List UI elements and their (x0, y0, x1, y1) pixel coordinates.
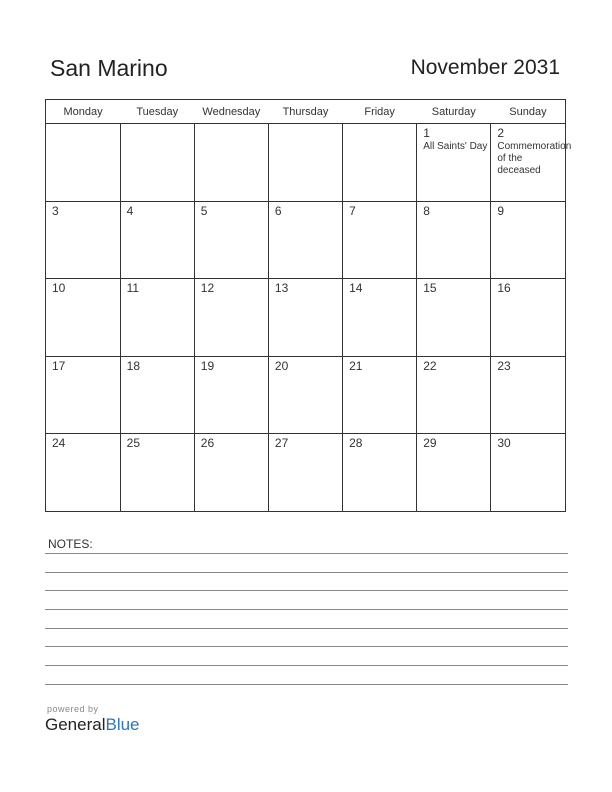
day-number: 3 (52, 203, 59, 218)
day-number: 20 (274, 358, 289, 373)
holiday-label: All Saints' Day (423, 141, 488, 152)
day-number: 15 (423, 281, 437, 295)
weekday-header: Sunday (491, 100, 565, 124)
day-cell (46, 356, 120, 434)
week-row (46, 356, 565, 434)
day-cell (194, 124, 268, 202)
week-row (46, 201, 565, 279)
day-cell (417, 279, 491, 357)
weekday-header: Tuesday (120, 100, 194, 124)
day-cell (120, 279, 194, 357)
day-number: 28 (349, 436, 363, 450)
note-line (45, 590, 568, 591)
day-cell (46, 434, 120, 512)
day-cell (343, 201, 417, 279)
weekday-header: Thursday (268, 100, 342, 124)
day-cell (268, 124, 342, 202)
weekday-header: Friday (343, 100, 417, 124)
day-cell (194, 279, 268, 357)
note-line (45, 665, 568, 666)
day-cell (417, 434, 491, 512)
note-line (45, 609, 568, 610)
weekday-header: Saturday (417, 100, 491, 124)
day-cell (491, 124, 572, 202)
day-number: 9 (497, 203, 505, 218)
day-cell (491, 279, 565, 357)
day-cell (268, 434, 342, 512)
brand-name-general: General (45, 715, 106, 734)
week-row (46, 434, 565, 512)
day-number: 6 (274, 203, 282, 218)
day-number: 27 (274, 436, 289, 450)
day-number: 1 (423, 126, 430, 140)
brand-logo (45, 715, 140, 735)
day-cell (417, 356, 491, 434)
day-cell (343, 124, 417, 202)
day-cell (417, 201, 491, 279)
day-cell (343, 434, 417, 512)
weekday-header: Monday (46, 100, 120, 124)
day-cell (491, 201, 565, 279)
day-cell (46, 279, 120, 357)
day-cell (491, 434, 565, 512)
powered-by-text: powered by (47, 704, 99, 714)
notes-label: NOTES: (48, 537, 93, 551)
day-number: 2 (497, 126, 505, 140)
note-line (45, 684, 568, 685)
note-line (45, 646, 568, 647)
day-cell (120, 124, 194, 202)
day-cell (343, 356, 417, 434)
day-cell (343, 279, 417, 357)
day-number: 11 (126, 281, 140, 295)
country-title: San Marino (50, 55, 168, 81)
day-number: 18 (126, 358, 140, 373)
calendar-grid (45, 99, 572, 512)
day-cell (491, 356, 565, 434)
month-year-title: November 2031 (410, 56, 560, 79)
day-number: 5 (200, 203, 208, 218)
day-number: 4 (126, 203, 134, 218)
weekday-header-row (46, 100, 565, 124)
day-cell (120, 356, 194, 434)
day-number: 23 (497, 358, 511, 373)
day-cell (120, 434, 194, 512)
day-number: 8 (423, 203, 430, 218)
day-cell (46, 201, 120, 279)
day-cell (194, 201, 268, 279)
day-number: 13 (274, 281, 289, 295)
day-cell (268, 356, 342, 434)
day-cell (46, 124, 120, 202)
day-cell (268, 279, 342, 357)
calendar-table (46, 100, 572, 511)
day-cell (417, 124, 491, 202)
day-number: 14 (349, 281, 363, 295)
day-number: 10 (52, 281, 66, 295)
brand-name-blue: Blue (105, 715, 140, 734)
week-row (46, 279, 565, 357)
holiday-label: Commemoration of the deceased (497, 141, 572, 176)
day-number: 17 (52, 358, 66, 373)
day-number: 12 (200, 281, 215, 295)
day-number: 26 (200, 436, 215, 450)
weekday-header: Wednesday (194, 100, 268, 124)
note-line (45, 553, 568, 554)
day-number: 30 (497, 436, 511, 450)
day-number: 24 (52, 436, 66, 450)
day-number: 22 (423, 358, 437, 373)
day-cell (194, 434, 268, 512)
day-number: 7 (349, 203, 356, 218)
week-row (46, 124, 565, 202)
day-cell (194, 356, 268, 434)
day-cell (268, 201, 342, 279)
day-number: 29 (423, 436, 437, 450)
day-number: 25 (126, 436, 140, 450)
day-cell (120, 201, 194, 279)
day-number: 21 (349, 358, 363, 373)
branding (45, 704, 140, 735)
note-line (45, 572, 568, 573)
day-number: 16 (497, 281, 511, 295)
note-line (45, 628, 568, 629)
day-number: 19 (200, 358, 215, 373)
